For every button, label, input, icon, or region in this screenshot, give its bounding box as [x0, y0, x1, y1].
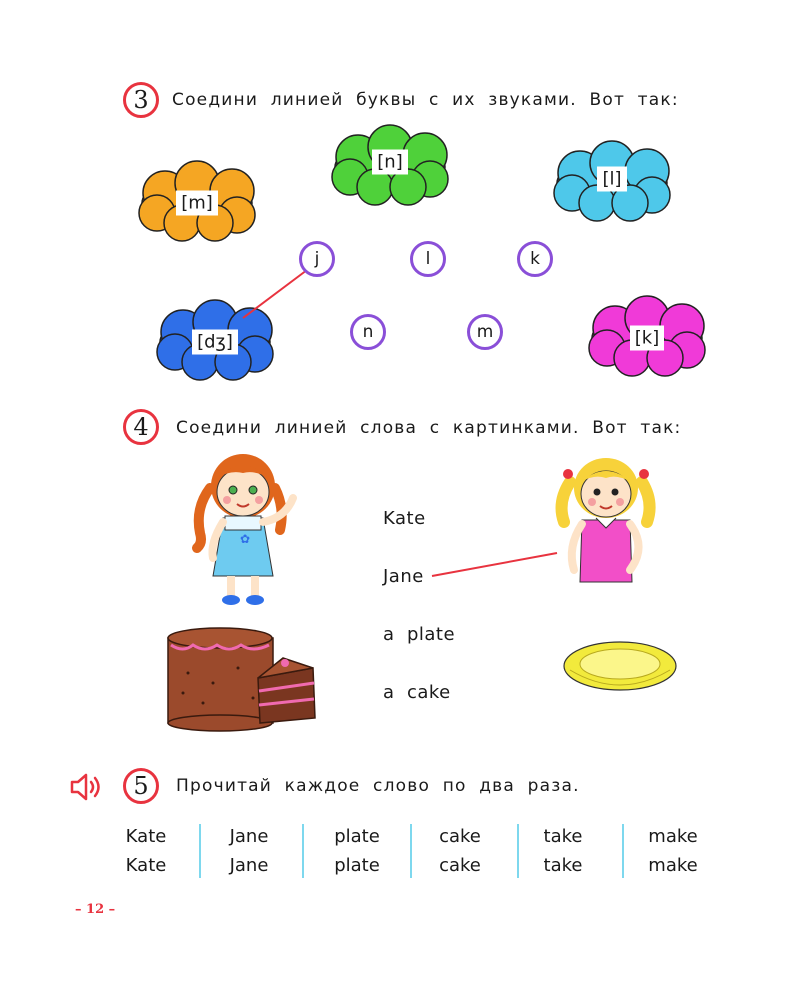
page-number: – 12 –: [75, 902, 116, 917]
word-jane[interactable]: Jane: [383, 566, 424, 587]
column-divider: [410, 824, 412, 878]
grid-word: Jane: [229, 826, 269, 847]
picture-plate[interactable]: [560, 638, 680, 698]
letter-j[interactable]: j: [299, 241, 335, 277]
task3-number: 3: [123, 82, 159, 118]
column-divider: [517, 824, 519, 878]
grid-word: plate: [334, 826, 380, 847]
svg-text:✿: ✿: [240, 532, 251, 546]
letter-l[interactable]: l: [410, 241, 446, 277]
grid-word: Kate: [125, 826, 167, 847]
cloud-k-label: [k]: [587, 298, 707, 378]
grid-word: cake: [439, 826, 481, 847]
task5-instruction: Прочитай каждое слово по два раза.: [176, 776, 580, 796]
grid-word: make: [648, 826, 698, 847]
task3-instruction: Соедини линией буквы с их звуками. Вот так:: [172, 90, 679, 110]
picture-girl-yellow-hair[interactable]: [552, 452, 662, 597]
letter-n[interactable]: n: [350, 314, 386, 350]
task4-instruction: Соедини линией слова с картинками. Вот так:: [176, 418, 682, 438]
grid-word: Jane: [229, 855, 269, 876]
cloud-m-label: [m]: [137, 163, 257, 243]
letter-m[interactable]: m: [467, 314, 503, 350]
grid-word: Kate: [125, 855, 167, 876]
grid-word: cake: [439, 855, 481, 876]
letter-k[interactable]: k: [517, 241, 553, 277]
grid-word: take: [543, 826, 583, 847]
word-kate[interactable]: Kate: [383, 508, 426, 529]
column-divider: [199, 824, 201, 878]
cloud-l-label: [l]: [552, 143, 672, 215]
column-divider: [622, 824, 624, 878]
cloud-n-label: [n]: [330, 127, 450, 197]
column-divider: [302, 824, 304, 878]
grid-word: plate: [334, 855, 380, 876]
grid-word: take: [543, 855, 583, 876]
task5-number: 5: [123, 768, 159, 804]
picture-cake[interactable]: [163, 623, 323, 733]
word-cake[interactable]: a cake: [383, 682, 451, 703]
task4-number: 4: [123, 409, 159, 445]
word-plate[interactable]: a plate: [383, 624, 456, 645]
grid-word: make: [648, 855, 698, 876]
cloud-dz-label: [dʒ]: [155, 302, 275, 382]
speaker-icon[interactable]: [68, 772, 108, 802]
picture-girl-red-hair[interactable]: [185, 448, 315, 608]
